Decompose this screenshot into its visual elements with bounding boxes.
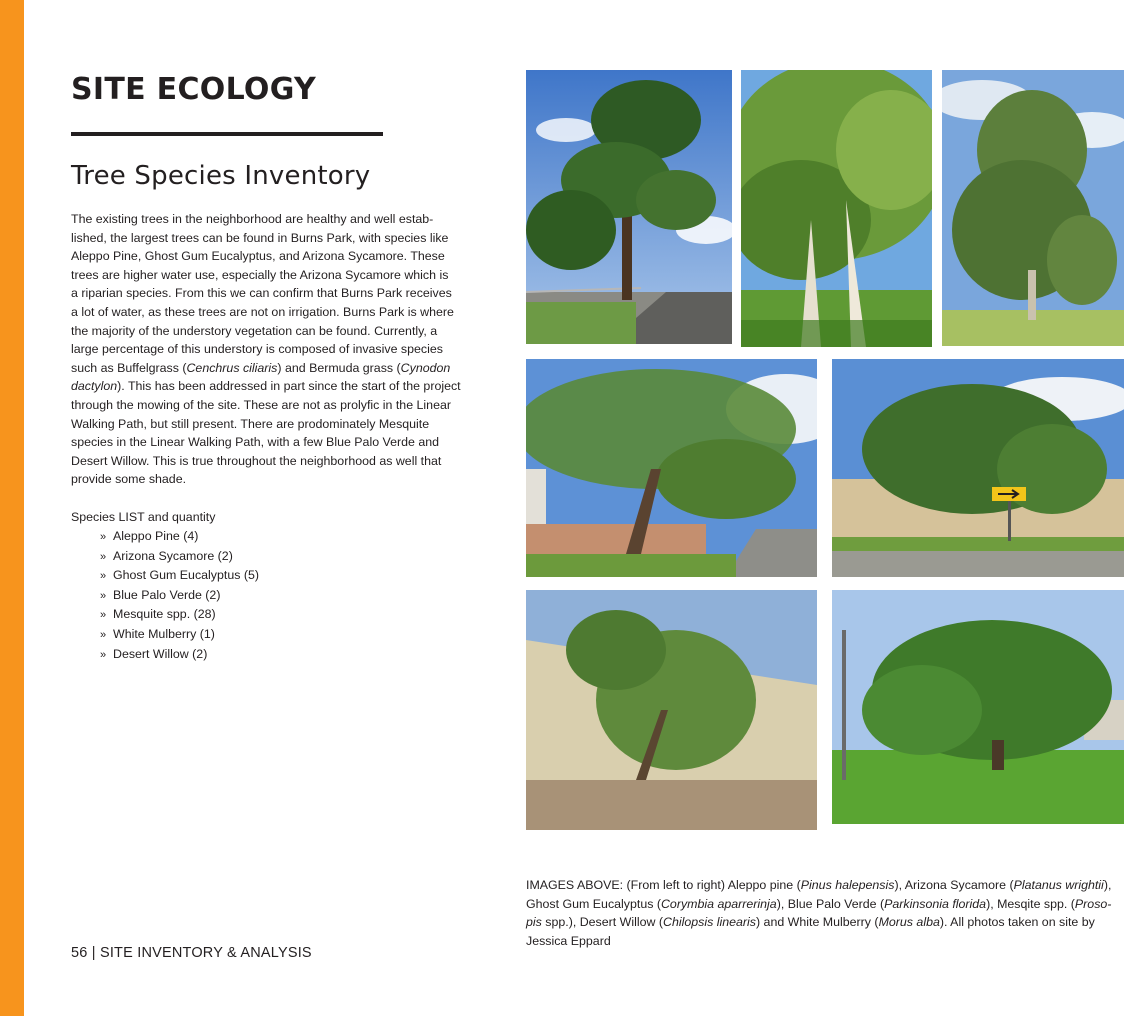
species-name-italic: Parkinsonia florida (884, 896, 987, 911)
species-name-italic: Chilopsis linearis (663, 915, 756, 930)
body-line: such as Buffelgrass (Cenchrus ciliaris) and Bermuda grass (Cynodon (71, 360, 451, 375)
body-line: species in the Linear Walking Path, with a few Blue Palo Verde and (71, 435, 440, 450)
species-name-italic: pis (526, 915, 542, 930)
desert-willow-photo-art (526, 590, 817, 830)
body-line: large percentage of this understory is composed of invasive species (71, 342, 443, 357)
species-list-item: » Blue Palo Verde (2) (100, 586, 259, 606)
species-list-item: » White Mulberry (1) (100, 625, 259, 645)
body-line: Aleppo Pine, Ghost Gum Eucalyptus, and Arizona Sycamore. These (71, 249, 445, 264)
species-name-italic: Cynodon (400, 360, 451, 375)
body-line: dactylon). This has been addressed in part since the start of the project (71, 379, 461, 394)
bullet-icon: » (100, 570, 107, 583)
photo-mesquite (832, 359, 1124, 577)
species-name-italic: Pinus halepensis (800, 878, 895, 892)
page-footer: 56 | SITE INVENTORY & ANALYSIS (71, 945, 312, 961)
subtitle: Tree Species Inventory (71, 161, 371, 191)
species-list-item: » Ghost Gum Eucalyptus (5) (100, 566, 259, 586)
caption-line: Ghost Gum Eucalyptus (Corymbia aparrerinja), Blue Palo Verde (Parkinsonia florida), Mesqite spp. (Proso- (526, 896, 1112, 911)
body-line: Desert Willow. This is true throughout the neighborhood as well that (71, 453, 442, 468)
arizona-sycamore-photo-art (741, 70, 932, 347)
photo-caption (526, 876, 1126, 950)
body-line: the majority of the understory vegetation can be found. Currently, a (71, 323, 438, 338)
body-line: a riparian species. From this we can confirm that Burns Park receives (71, 286, 452, 301)
mesquite-photo-art (832, 359, 1124, 577)
species-name-italic: Proso- (1074, 896, 1112, 911)
species-list-item: » Aleppo Pine (4) (100, 527, 259, 547)
body-line: trees are higher water use, especially the Arizona Sycamore which is (71, 267, 449, 282)
body-line: lished, the largest trees can be found in Burns Park, with species like (71, 230, 449, 245)
caption-line: pis spp.), Desert Willow (Chilopsis linearis) and White Mulberry (Morus alba). All photos taken on site by (526, 915, 1095, 930)
species-name-italic: Platanus wrightii (1013, 878, 1104, 892)
orange-side-bar (0, 0, 24, 1016)
body-line: provide some shade. (71, 472, 187, 487)
blue-palo-verde-photo-art (526, 359, 817, 577)
ghost-gum-eucalyptus-photo-art (942, 70, 1124, 346)
bullet-icon: » (100, 531, 107, 543)
body-line: The existing trees in the neighborhood are healthy and well estab- (71, 212, 434, 226)
bullet-icon: » (100, 628, 107, 641)
species-list-item: » Arizona Sycamore (2) (100, 547, 259, 567)
photo-desert-willow (526, 590, 817, 830)
bullet-icon: » (100, 589, 107, 602)
body-line: Walking Path, but still present. There are prodominately Mesquite (71, 416, 430, 431)
species-list-item: » Mesquite spp. (28) (100, 605, 259, 625)
title-divider (71, 132, 383, 136)
white-mulberry-photo-art (832, 590, 1124, 824)
aleppo-pine-photo-art (526, 70, 732, 344)
body-paragraph (71, 210, 481, 489)
section-title: SITE ECOLOGY (71, 72, 317, 107)
bullet-icon: » (100, 648, 107, 661)
photo-aleppo-pine (526, 70, 732, 344)
species-list-heading: Species LIST and quantity (71, 510, 216, 524)
species-name-italic: Morus alba (878, 915, 940, 930)
caption-line: Jessica Eppard (526, 933, 611, 948)
bullet-icon: » (100, 609, 107, 622)
body-line: through the mowing of the site. These are not as prolyfic in the Linear (71, 397, 451, 412)
species-name-italic: Corymbia aparrerinja (660, 896, 777, 911)
bullet-icon: » (100, 550, 107, 563)
species-name-italic: dactylon (71, 379, 118, 394)
photo-arizona-sycamore (741, 70, 932, 347)
species-name-italic: Cenchrus ciliaris (186, 360, 278, 375)
photo-blue-palo-verde (526, 359, 817, 577)
body-line: a lot of water, as these trees are not on irrigation. Burns Park is where (71, 304, 454, 319)
species-list (100, 527, 259, 664)
photo-ghost-gum-eucalyptus (942, 70, 1124, 346)
photo-white-mulberry (832, 590, 1124, 824)
species-list-item: » Desert Willow (2) (100, 645, 259, 665)
caption-line: IMAGES ABOVE: (From left to right) Aleppo pine (Pinus halepensis), Arizona Sycamore (Platanus wrightii), (526, 878, 1112, 892)
